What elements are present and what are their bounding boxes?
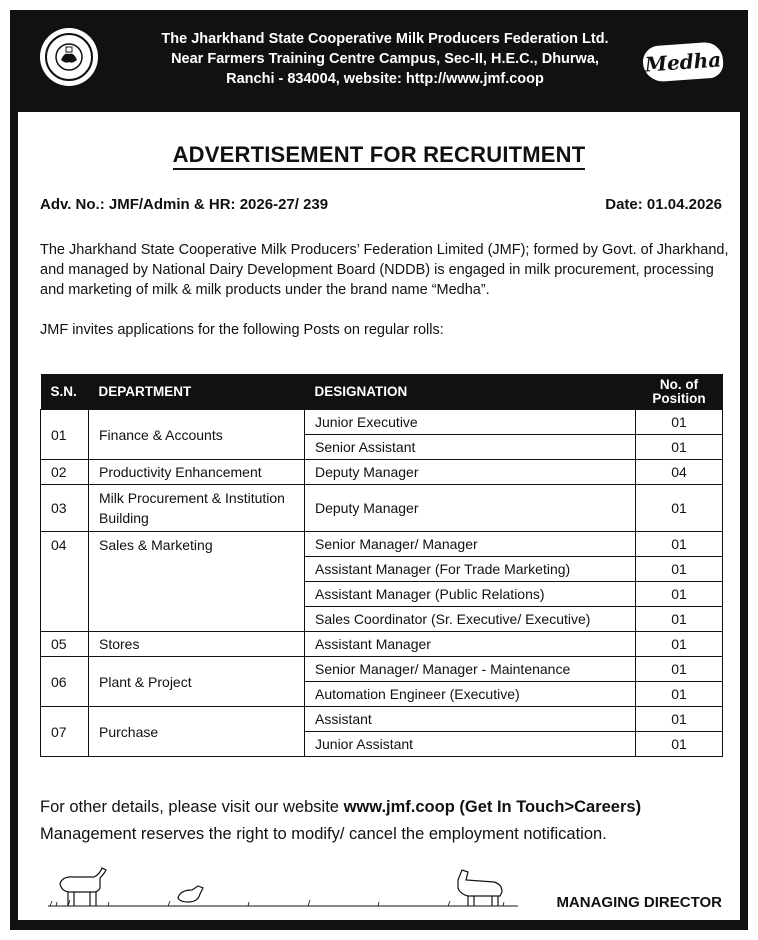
row-designation: Assistant Manager (305, 632, 636, 657)
row-department: Purchase (89, 707, 305, 757)
row-designation: Automation Engineer (Executive) (305, 682, 636, 707)
positions-table (40, 374, 723, 757)
header-department: DEPARTMENT (89, 374, 305, 410)
website-note: For other details, please visit our website www.jmf.coop (Get In Touch>Careers) (40, 798, 642, 816)
advertisement-frame (10, 10, 748, 930)
row-position-count: 01 (636, 410, 723, 435)
table-row (41, 657, 723, 682)
cow-right (458, 870, 502, 906)
table-row (41, 410, 723, 435)
row-position-count: 01 (636, 532, 723, 557)
row-position-count: 01 (636, 435, 723, 460)
row-designation: Senior Manager/ Manager (305, 532, 636, 557)
row-sn: 03 (41, 485, 89, 532)
row-position-count: 01 (636, 707, 723, 732)
header-designation: DESIGNATION (305, 374, 636, 410)
row-designation: Assistant Manager (Public Relations) (305, 582, 636, 607)
row-position-count: 01 (636, 657, 723, 682)
federation-address (115, 29, 655, 89)
row-designation: Junior Assistant (305, 732, 636, 757)
row-position-count: 01 (636, 582, 723, 607)
header-count: No. of Position (636, 374, 723, 410)
cow-left (60, 868, 106, 906)
table-row (41, 485, 723, 532)
row-sn: 01 (41, 410, 89, 460)
header-line: Ranchi - 834004, website: http://www.jmf.coop (226, 71, 544, 87)
brand-text: Medha (644, 47, 722, 77)
table-row (41, 532, 723, 557)
row-sn: 06 (41, 657, 89, 707)
table-row (41, 460, 723, 485)
row-position-count: 01 (636, 682, 723, 707)
header-line: Near Farmers Training Centre Campus, Sec-II, H.E.C., Dhurwa, (171, 51, 599, 67)
row-department: Productivity Enhancement (89, 460, 305, 485)
website-link[interactable]: www.jmf.coop (Get In Touch>Careers) (343, 798, 642, 816)
row-department: Sales & Marketing (89, 532, 305, 632)
row-position-count: 04 (636, 460, 723, 485)
header-sn: S.N. (41, 374, 89, 410)
invites-text: JMF invites applications for the following Posts on regular rolls: (40, 322, 444, 338)
row-department: Milk Procurement & Institution Building (89, 485, 305, 532)
row-position-count: 01 (636, 557, 723, 582)
row-position-count: 01 (636, 485, 723, 532)
row-position-count: 01 (636, 732, 723, 757)
row-position-count: 01 (636, 607, 723, 632)
row-department: Stores (89, 632, 305, 657)
cattle-illustration-icon (48, 862, 518, 910)
medha-brand-logo (642, 41, 724, 82)
row-position-count: 01 (636, 632, 723, 657)
row-designation: Senior Assistant (305, 435, 636, 460)
row-department: Plant & Project (89, 657, 305, 707)
footer-notes (40, 794, 740, 848)
positions-table-body (41, 410, 723, 757)
row-designation: Assistant (305, 707, 636, 732)
row-sn: 02 (41, 460, 89, 485)
adv-info-row (40, 196, 722, 213)
row-designation: Senior Manager/ Manager - Maintenance (305, 657, 636, 682)
row-designation: Assistant Manager (For Trade Marketing) (305, 557, 636, 582)
row-sn: 04 (41, 532, 89, 632)
table-row (41, 632, 723, 657)
calf-middle (178, 886, 203, 902)
row-designation: Junior Executive (305, 410, 636, 435)
document-body (18, 112, 740, 920)
intro-paragraph: The Jharkhand State Cooperative Milk Producers’ Federation Limited (JMF); formed by Govt. of Jharkhand, and managed by National Dairy Development Board (NDDB) is engaged in milk procurement, processing and marketing of milk & milk products under the brand name “Medha”. (40, 242, 729, 298)
table-row (41, 707, 723, 732)
adv-number: Adv. No.: JMF/Admin & HR: 2026-27/ 239 (40, 196, 329, 213)
jmf-emblem-icon (40, 28, 98, 86)
table-header-row (41, 374, 723, 410)
row-designation: Sales Coordinator (Sr. Executive/ Executive) (305, 607, 636, 632)
signatory: MANAGING DIRECTOR (556, 894, 722, 911)
row-sn: 05 (41, 632, 89, 657)
row-department: Finance & Accounts (89, 410, 305, 460)
row-sn: 07 (41, 707, 89, 757)
row-designation: Deputy Manager (305, 460, 636, 485)
reservation-note: Management reserves the right to modify/ cancel the employment notification. (40, 825, 607, 843)
header-line: The Jharkhand State Cooperative Milk Producers Federation Ltd. (161, 31, 609, 47)
page-title: ADVERTISEMENT FOR RECRUITMENT (18, 142, 740, 168)
adv-date: Date: 01.04.2026 (605, 196, 722, 213)
header-band (10, 10, 748, 110)
row-designation: Deputy Manager (305, 485, 636, 532)
